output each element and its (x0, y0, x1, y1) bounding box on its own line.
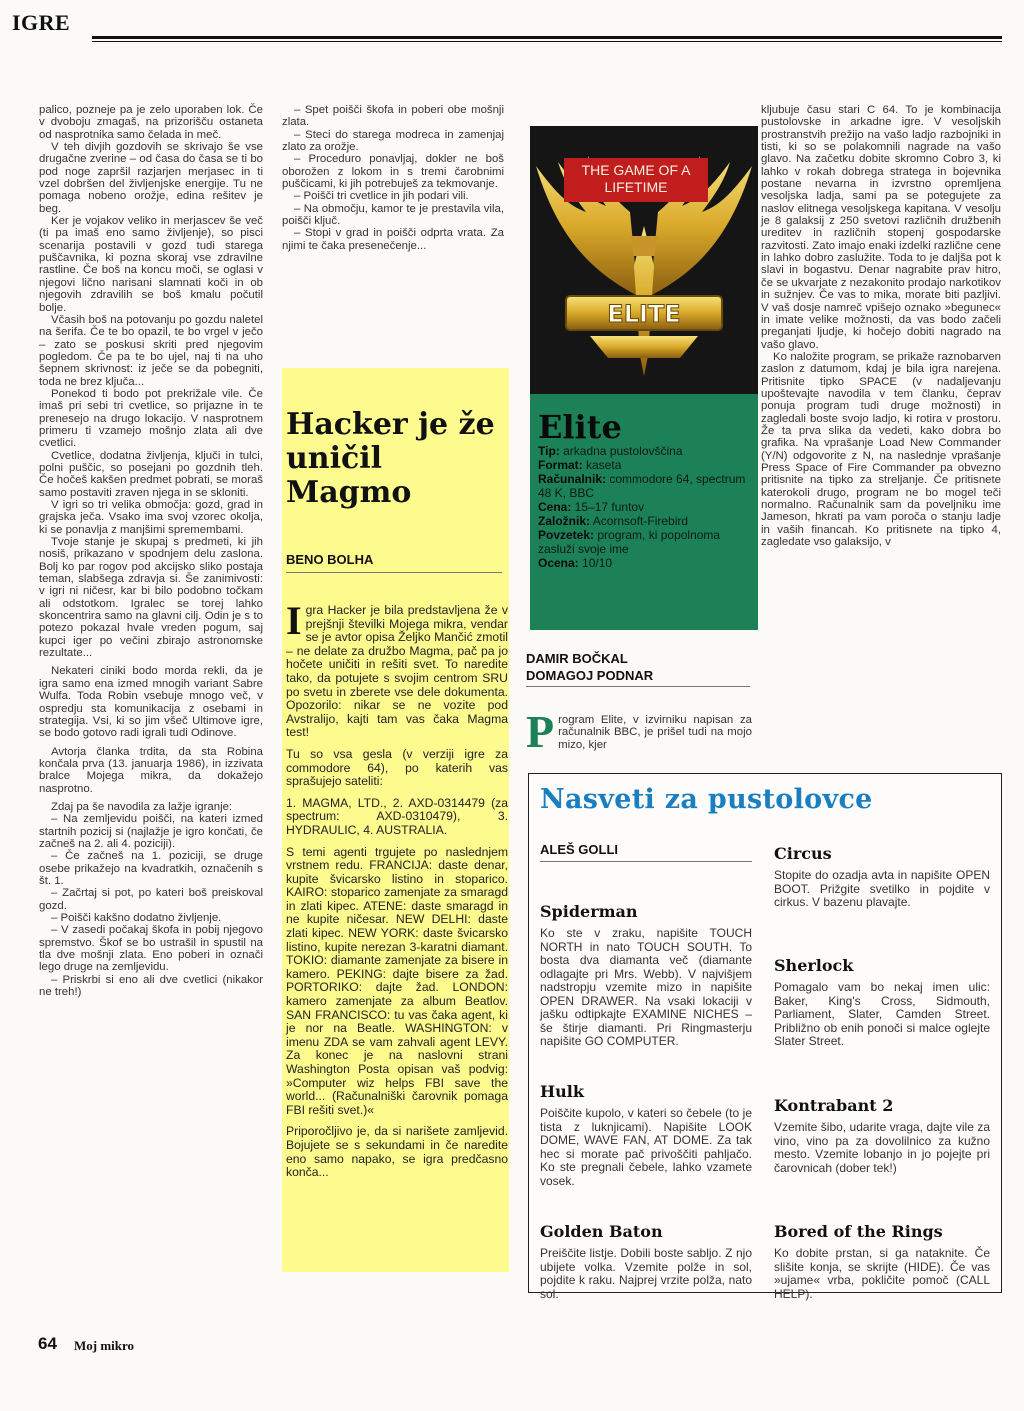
tip-heading: Spiderman (540, 902, 638, 921)
list-item: – Začrtaj si pot, po kateri boš preiskoval gozd. (39, 887, 263, 912)
section-label: IGRE (12, 10, 71, 35)
paragraph: Avtorja članka trdita, da sta Robina končala prva (13. januarja 1986), in izzivata bralce Mojega mikra, da dokažejo nasprotno. (39, 745, 263, 795)
hacker-title: Hacker je že uničil Magmo (286, 407, 495, 510)
elite-intro: Program Elite, v izvirniku napisan za računalnik BBC, je prišel tudi na mojo mizo, kjer (526, 706, 752, 757)
tip-text: Pomagalo vam bo nekaj imen ulic: Baker, King's Cross, Sidmouth, Parliament, Slater, Camden Street. Približno ob enih ponoči si malce oglejte Slater Street. (774, 980, 990, 1048)
tip-heading: Kontrabant 2 (774, 1096, 894, 1115)
paragraph: Tvoje stanje je skupaj s predmeti, ki jih nosiš, prikazano v spodnjem delu zaslona. Bolj ko par rogov pod akcijsko sliko postaja teman, slabšega zdravja si. Še zanimivosti: v igri ni ničesr, kar bi bilo podobno točkam ali odstotkom. Igralec se torej lahko skoncentrira samo na glavni cilj. Odin je s to potezo pokazal hvale vreden pogum, saj kupci iger po večini zbirajo astronomske rezultate... (39, 536, 263, 660)
robin-article-column-1 (39, 104, 263, 998)
divider (286, 572, 502, 573)
paragraph: kljubuje času stari C 64. To je kombinacija pustolovske in arkadne igre. V vesoljskih prostranstvih prežijo na vašo ladjo razbojniki in tisti, ki so se polakomnili nagrade na vašo glavo. Na začetku dobite skromno Cobro 3, ki lahko v rokah dobrega stratega in bojevnika postane nevarna in izvrstno opremljena vesoljska ladja, sami pa se potegujete za naslov elitnega vesoljskega kapitana. V vesolju je 8 galaksij z 250 svetovi različnih družbenih ureditev in različnih stopenj gospodarske razvitosti. Zato imajo enaki izdelki različne cene in lahko dobro zaslužite. Toda to je daljša pot k slavi in bogastvu. Denar nagrabite prav hitro, če se ukvarjate z nezakonito prodajo narkotikov in sužnjev. Če vas to mika, morate biti pazljivi. V vaš dosje namreč vpišejo oznako »begunec« in imate velike možnosti, da vas bodo začeli preganjati ljudje, ki hočejo dobiti nagrado na vašo glavo. (761, 104, 1001, 351)
tip-text: Preiščite listje. Dobili boste sabljo. Z njo ubijete volka. Vzemite polže in sol, pojdite k raku. Najprej vrzite polža, nato sol. (540, 1246, 752, 1301)
list-item: – Proceduro ponavljaj, dokler ne boš oborožen z lokom in s tremi čarobnimi puščicami, ki jih potrebuješ za tekmovanje. (282, 153, 504, 191)
tip-text: Vzemite šibo, udarite vraga, dajte vile za vino, vino pa za dovolilnico za kužno mesto. Vzemite lobanjo in jo pojejte pri čarovnicah (dober tek!) (774, 1120, 990, 1175)
drop-cap: I (286, 598, 302, 643)
tip-spiderman (540, 902, 752, 1049)
banner-game-of-a-lifetime: THE GAME OF A LIFETIME (564, 158, 708, 202)
info-row: Tip: arkadna pustolovščina (538, 444, 683, 458)
list-item: – V zasedi počakaj škofa in pobij njegovo spremstvo. Škof se bo ustrašil in spustil na tla dve mošnji zlata. Eno poberi in označi lego druge na zemljevidu. (39, 924, 263, 974)
paragraph: Priporočljivo je, da si narišete zamljevid. Bojujete se s sekundami in če naredite eno samo napako, se igra predčasno konča... (286, 1124, 508, 1180)
header-rule (92, 36, 1002, 39)
hacker-author: BENO BOLHA (286, 552, 374, 567)
info-row: Cena: 15–17 funtov (538, 500, 645, 514)
author-name: DAMIR BOČKAL (526, 651, 628, 666)
tip-text: Poiščite kupolo, v kateri so čebele (to je tista z luknjicami). Napišite LOOK DOME, WAVE FAN, AT DOME. Za tak hec si morate pač privoščiti pahljačo. Ko ste pregnali čebele, lahko vzamete vosek. (540, 1106, 752, 1188)
paragraph: V igri so tri velika območja: gozd, grad in grajska ječa. Vsako ima svoj vzorec okolja, ki se ponavlja z manjšimi spremembami. (39, 499, 263, 536)
list-item: – Na območju, kamor te je prestavila vila, poišči ključ. (282, 202, 504, 228)
divider (526, 686, 750, 687)
info-row: Založnik: Acornsoft-Firebird (538, 514, 689, 528)
paragraph: Včasih boš na potovanju po gozdu naletel na šerifa. Če te bo opazil, te bo vrgel v ječo – zato se poskusi skriti pred njegovim pogledom. Če pa te bo ujel, naj ti na uho šepnem skrivnost: iz ječe se da pobegniti, toda ne brez ključa... (39, 313, 263, 388)
tip-kontrabant-2 (774, 1096, 990, 1175)
paragraph: Cvetlice, dodatna življenja, ključi in tulci, polni puščic, so posejani po gozdnih tleh. Če hočeš kakšen predmet pobrati, se moraš samo postaviti zraven njega in se skloniti. (39, 449, 263, 499)
paragraph: V teh divjih gozdovih se skrivajo še vse drugačne zverine – od časa do časa se ti bo pod noge zapršil razjarjen merjasec in ti vzel dobršen del življenjske energije. Tu ne pomaga nobeno orožje, edina rešitev je beg. (39, 141, 263, 215)
list-item: – Na zemljevidu poišči, na kateri izmed startnih pozicij si (najlažje je igro končati, če začneš na 2. ali 4. poziciji). (39, 813, 263, 850)
tip-bored-of-the-rings (774, 1222, 990, 1301)
tip-heading: Golden Baton (540, 1222, 663, 1241)
hacker-body (286, 598, 508, 1188)
elite-info-list (538, 444, 752, 570)
list-item: – Poišči kakšno dodatno življenje. (51, 912, 222, 924)
header-rule-thin (92, 41, 1002, 42)
author-name: DOMAGOJ PODNAR (526, 668, 654, 683)
list-item: – Priskrbi si eno ali dve cvetlici (nikakor ne treh!) (39, 973, 263, 999)
info-row: Povzetek: program, ki popolnoma zasluži svoje ime (538, 528, 721, 556)
list-item: – Če začneš na 1. poziciji, se druge osebe prikažejo na kvadratkih, označenih s št. 1. (39, 850, 263, 887)
robin-article-column-2 (282, 104, 504, 252)
paragraph: Tu so vsa gesla (v verziji igre za commodore 64), po katerih vas sprašujejo sateliti: (286, 746, 508, 789)
paragraph: 1. MAGMA, LTD., 2. AXD-0314479 (za spectrum: AXD-0310479), 3. HYDRAULIC, 4. AUSTRALIA. (286, 795, 508, 837)
tip-circus (774, 844, 990, 910)
paragraph: palico, pozneje pa je zelo uporaben lok. Če v dvoboju zmagaš, na prizorišču ostaneta od nasprotnika samo čelada in meč. (39, 104, 263, 141)
drop-cap: P (526, 706, 555, 757)
tip-sherlock (774, 956, 990, 1049)
magazine-name: Moj mikro (74, 1338, 135, 1353)
tip-golden-baton (540, 1222, 752, 1301)
elite-title: Elite (538, 408, 622, 446)
paragraph: Ponekod ti bodo pot prekrižale vile. Če imaš pri sebi tri cvetlice, so prijazne in te prenesejo na drugo lokacijo. V nasprotnem primeru ti vzamejo mošnjo zlata ali dve cvetlici. (39, 387, 263, 450)
paragraph: Ko naložite program, se prikaže raznobarven zaslon z datumom, kdaj je bila igra narejena. Pritisnite tipko SPACE (v nadaljevanju upoštevajte navodila v tem članku, čeprav ponuja program tudi druge možnosti) in zagledali boste svojo ladjo, ki rotira v prostoru. Že ta prva slika da vedeti, kako dobra bo grafika. Na vprašanje Load New Commander (Y/N) odgovorite z N, na naslednje vprašanje Press Space of Fire Commander pa obvezno pritisnite na tipko za streljanje. Če pritisnete katerokoli drugo, program ne bo mogel teči normalno. Računalnik sam da poveljniku ime Jameson, hkrati pa vam poroča o stanju ladje in vaših financah. Ko pritisnete na tipko 4, zagledate vso galaksijo, v (761, 350, 1001, 549)
info-row: Ocena: 10/10 (538, 556, 613, 570)
page-number: 64 (38, 1334, 57, 1353)
paragraph: Ker je vojakov veliko in merjascev še več (ti pa imaš eno samo življenje), so pisci scenarija postavili v gozd tudi starega puščavnika, ki pozna skoraj vse zdravilne rastline. Če boš na koncu moči, se oglasi v njegovi lično narisani slamnati koči in ob njegovih zdravilih se boš kmalu počutil bolje. (39, 215, 263, 314)
tip-text: Ko ste v zraku, napišite TOUCH NORTH in nato TOUCH SOUTH. To bosta dva diamanta več (diamante odlagajte pri Mrs. Webb). V najvišjem nadstropju vzemite mizo in napišite OPEN DRAWER. Na vsaki lokaciji v jašku odtipkajte EXAMINE NICHES – še štirje diamanti. Pri Ringmasterju napišite GO COMPUTER. (540, 926, 752, 1048)
tip-heading: Sherlock (774, 956, 854, 975)
tip-heading: Circus (774, 844, 832, 863)
tips-title: Nasveti za pustolovce (540, 784, 873, 815)
elite-authors (526, 650, 653, 684)
info-row: Računalnik: commodore 64, spectrum 48 K, BBC (538, 472, 746, 500)
tip-heading: Bored of the Rings (774, 1222, 943, 1241)
hacker-intro: Igra Hacker je bila predstavljena že v prejšnji številki Mojega mikra, vendar se je avtor opisa Željko Mančić zmotil – ne delate za družbo Magma, pač pa jo hočete uničiti in rešiti svet. To naredite tako, da potujete s svojim centrom SRU po svetu in zberete vse dele dokumenta. Opozorilo: nikar se ne vozite pod Avstralijo, kajti tam vas čaka Magma test! (286, 598, 508, 740)
list-item: – Poišči tri cvetlice in jih podari vili. (294, 190, 469, 203)
list-item: – Steci do starega modreca in zamenjaj zlato za orožje. (282, 128, 504, 154)
list-item: – Spet poišči škofa in poberi obe mošnji zlata. (282, 104, 504, 129)
tip-heading: Hulk (540, 1082, 584, 1101)
elite-article-column (761, 104, 1001, 548)
info-row: Format: kaseta (538, 458, 622, 472)
tips-author: ALEŠ GOLLI (540, 842, 618, 857)
tip-hulk (540, 1082, 752, 1188)
paragraph: S temi agenti trgujete po naslednjem vrstnem redu. FRANCIJA: daste denar, kupite švicarsko listino in stoparico. KAIRO: stoparico zamenjate za smaragd in zlati kipec. ATENE: daste smaragd in ne kupite ničesar. NEW DELHI: daste zlati kipec. NEW YORK: daste švicarsko listino, kupite nerezan 3-karatni diamant. TOKIO: diamante zamenjate za bisere in kamero. PEKING: dajte bisere za žad. PORTORIKO: dajte žad. LONDON: kamero zamenjate za album Beatlov. SAN FRANCISCO: tu vas čaka agent, ki je nor na Beatle. WASHINGTON: v imenu ZDA se vam zahvali agent LEVY. Za konec je na naslovni strani Washington Posta opisan vaš podvig: »Computer wiz helps FBI save the world... (Računalniški čarovnik pomaga FBI rešiti svet.)« (286, 844, 508, 1117)
list-item: – Stopi v grad in poišči odprta vrata. Za njimi te čaka presenečenje... (282, 227, 504, 252)
elite-logo-text: ELITE (607, 300, 681, 328)
divider (540, 861, 752, 862)
tip-text: Ko dobite prstan, si ga nataknite. Če slišite konja, se skrijte (HIDE). Če vas »ujame« vrba, pokličite pomoč (CALL HELP). (774, 1246, 990, 1301)
paragraph: Nekateri ciniki bodo morda rekli, da je igra samo ena izmed mnogih variant Sabre Wulfa. Toda Robin vsebuje mnogo več, v ospredju sta komunikacija z osebami in strategija. Vsi, ki so jim všeč Ultimove igre, se bodo gotovo radi igrali tudi Odinove. (39, 665, 263, 740)
paragraph: Zdaj pa še navodila za lažje igranje: (51, 800, 233, 813)
tip-text: Stopite do ozadja avta in napišite OPEN BOOT. Prižgite svetilko in pojdite v cirkus. V bazenu plavajte. (774, 868, 990, 909)
